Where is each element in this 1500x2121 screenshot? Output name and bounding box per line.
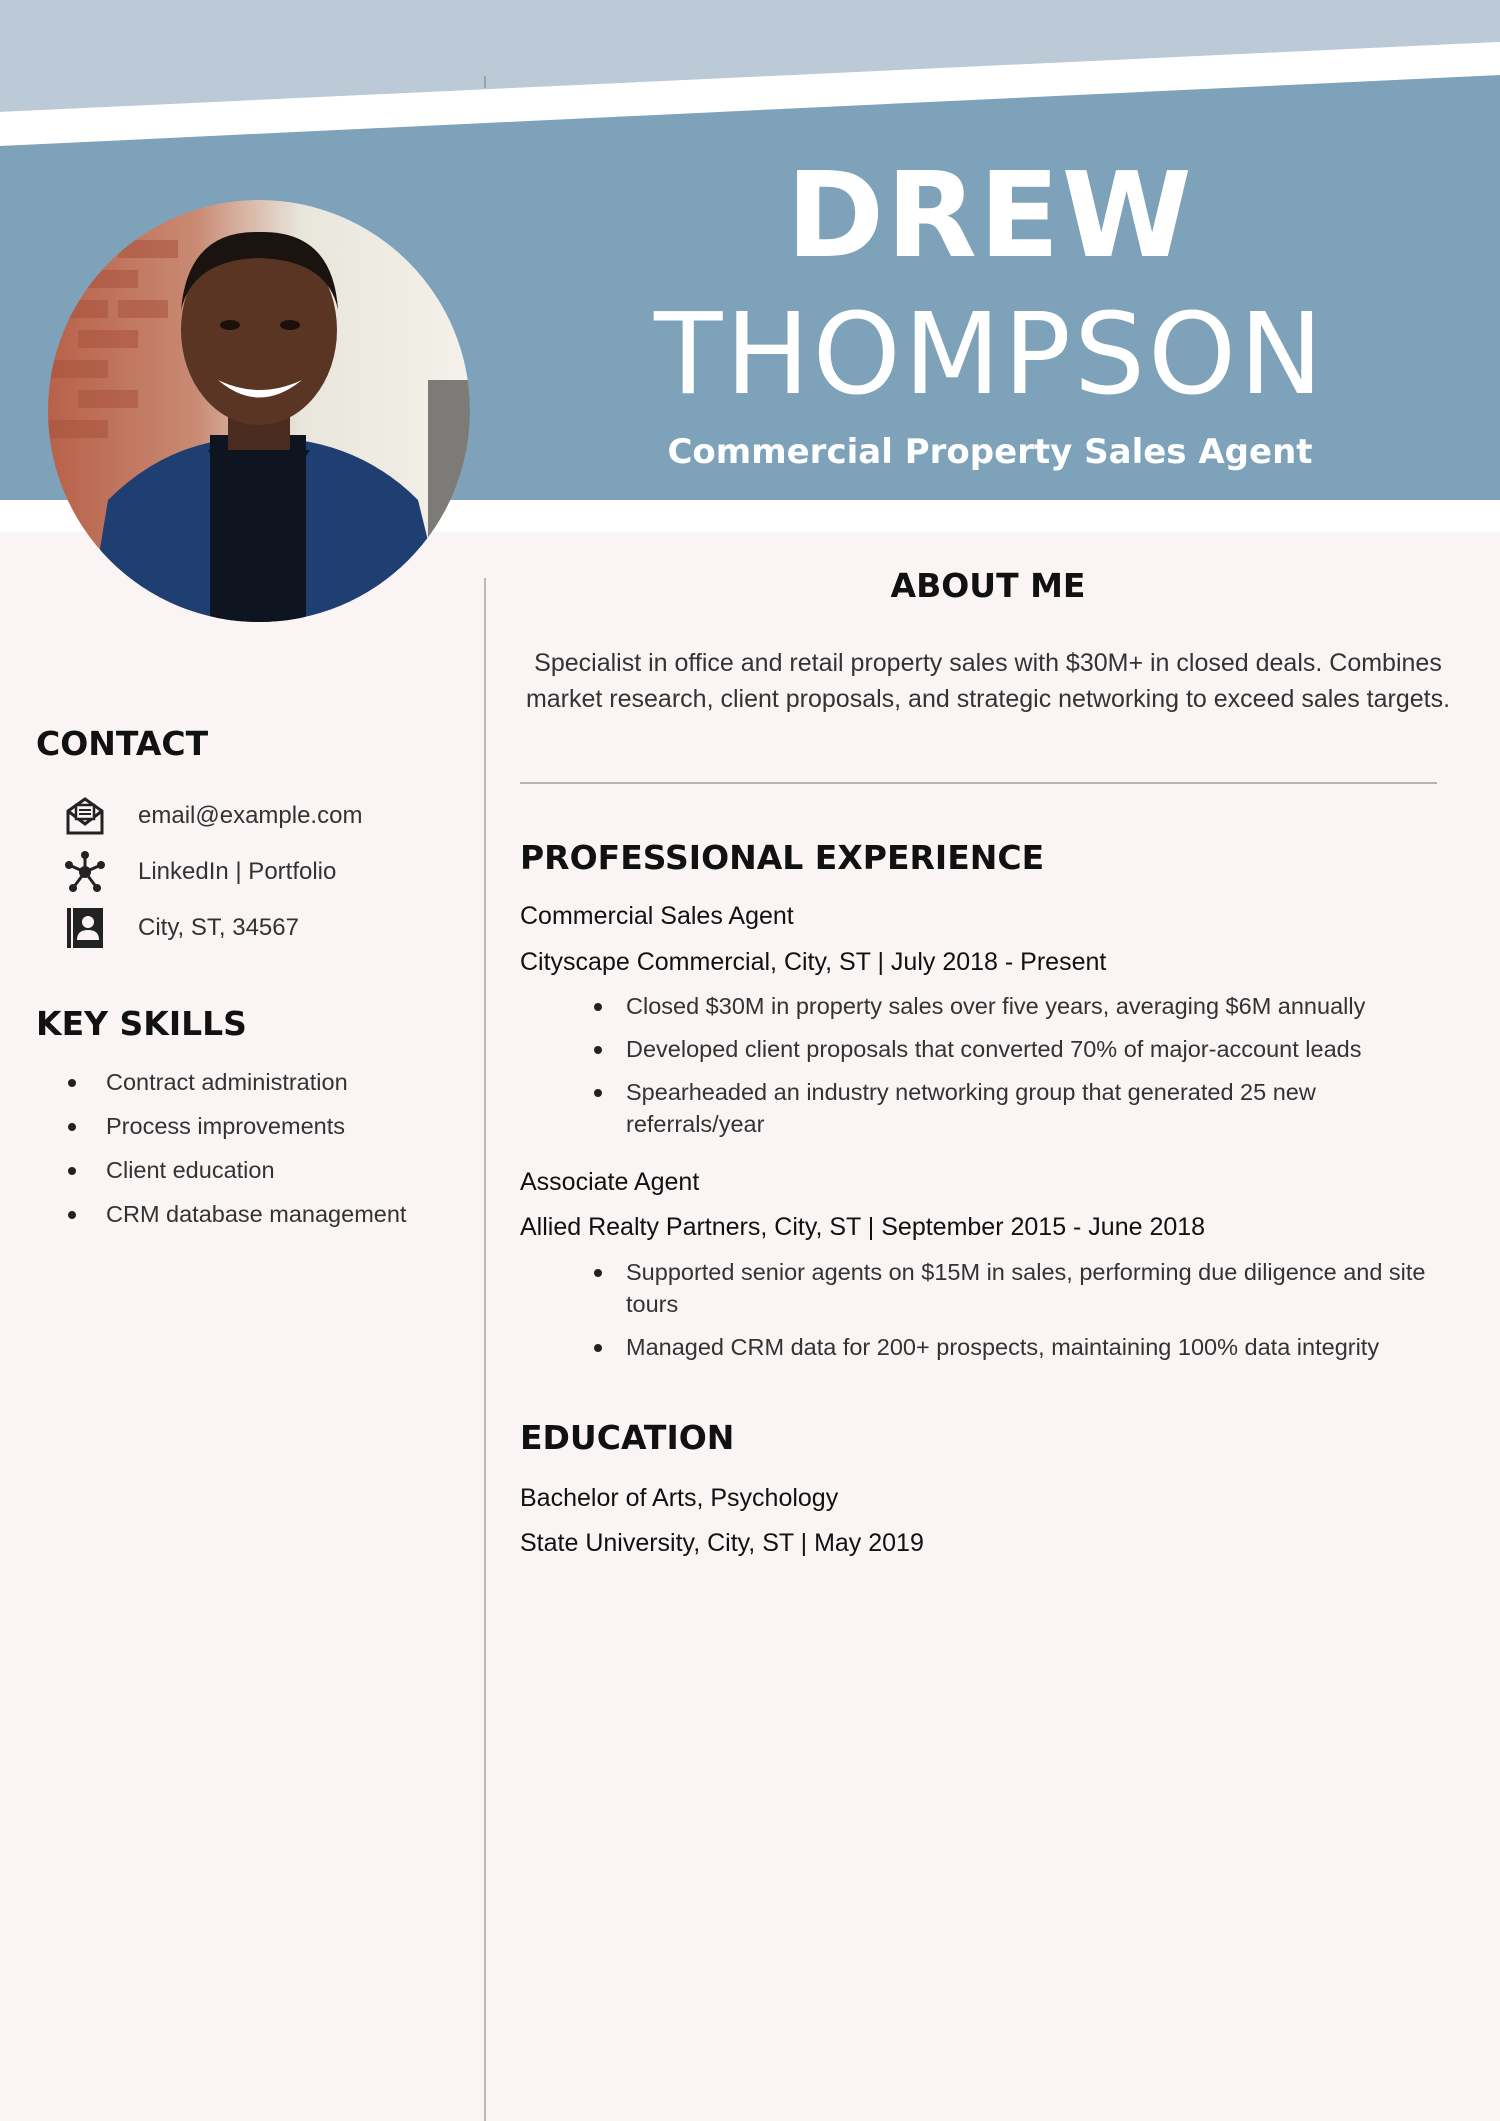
education-heading: EDUCATION	[520, 1418, 735, 1457]
job-bullet: Closed $30M in property sales over five years, averaging $6M annually	[590, 990, 1450, 1022]
contact-email[interactable]	[60, 792, 460, 840]
education-degree: Bachelor of Arts, Psychology	[520, 1484, 839, 1512]
contact-address	[60, 904, 460, 952]
profile-photo	[48, 200, 470, 622]
job-title: Commercial Property Sales Agent	[667, 432, 1313, 472]
job-bullet: Developed client proposals that converted 70% of major-account leads	[590, 1033, 1450, 1065]
skills-list	[60, 1066, 460, 1242]
experience-heading: PROFESSIONAL EXPERIENCE	[520, 838, 1045, 877]
first-name: DREW	[786, 146, 1194, 284]
job-bullet: Supported senior agents on $15M in sales, performing due diligence and site tours	[590, 1256, 1450, 1320]
education-school: State University, City, ST | May 2019	[520, 1529, 924, 1557]
about-heading: ABOUT ME	[890, 566, 1086, 605]
about-divider	[520, 782, 1437, 784]
address-book-icon	[60, 904, 110, 952]
job-2-bullets	[590, 1256, 1450, 1374]
contact-links-text: LinkedIn | Portfolio	[138, 858, 337, 885]
job-1-role: Commercial Sales Agent	[520, 902, 794, 930]
job-1-bullets	[590, 990, 1450, 1151]
contact-heading: CONTACT	[36, 724, 209, 763]
about-text: Specialist in office and retail property sales with $30M+ in closed deals. Combines market research, client proposals, and strategic networking to exceed sales targets.	[525, 649, 1451, 713]
header-divider-tick	[484, 76, 486, 88]
skill-item: Contract administration	[60, 1066, 460, 1098]
job-bullet: Managed CRM data for 200+ prospects, maintaining 100% data integrity	[590, 1331, 1450, 1363]
last-name: THOMPSON	[654, 290, 1326, 420]
portrait-photo-illustration	[48, 200, 470, 622]
job-bullet: Spearheaded an industry networking group that generated 25 new referrals/year	[590, 1076, 1450, 1140]
job-1-company: Cityscape Commercial, City, ST | July 2018 - Present	[520, 948, 1107, 976]
envelope-icon	[60, 792, 110, 840]
network-icon	[60, 848, 110, 896]
job-2-role: Associate Agent	[520, 1168, 700, 1196]
contact-email-text: email@example.com	[138, 802, 363, 829]
skill-item: Process improvements	[60, 1110, 460, 1142]
column-divider	[484, 578, 486, 2121]
skills-heading: KEY SKILLS	[36, 1004, 247, 1043]
job-2-company: Allied Realty Partners, City, ST | September 2015 - June 2018	[520, 1213, 1206, 1241]
contact-address-text: City, ST, 34567	[138, 914, 299, 941]
skill-item: Client education	[60, 1154, 460, 1186]
contact-links[interactable]	[60, 848, 460, 896]
skill-item: CRM database management	[60, 1198, 460, 1230]
